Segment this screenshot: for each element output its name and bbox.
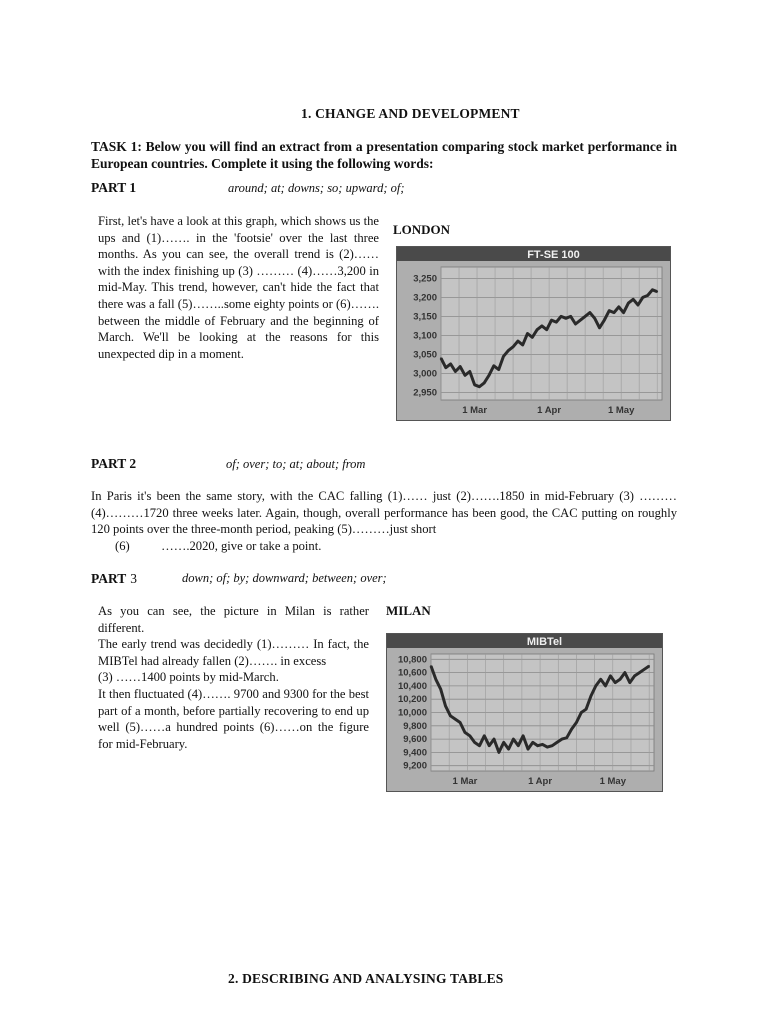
milan-label: MILAN: [386, 603, 431, 618]
data-point: [531, 336, 533, 338]
chart-title: FT-SE 100: [527, 249, 580, 261]
data-point: [430, 665, 432, 667]
data-point: [647, 295, 649, 297]
section-heading: 2. DESCRIBING AND ANALYSING TABLES: [228, 971, 504, 986]
data-point: [605, 685, 607, 687]
data-point: [450, 363, 452, 365]
data-point: [459, 722, 461, 724]
data-point: [570, 316, 572, 318]
data-point: [600, 678, 602, 680]
data-point: [565, 317, 567, 319]
x-tick-label: 1 May: [599, 776, 626, 787]
y-tick-label: 3,000: [413, 368, 437, 380]
data-point: [532, 742, 534, 744]
part2-paragraph-end: (6) …….2020, give or take a point.: [115, 539, 322, 553]
part3-line: (3) ……1400 points by mid-March.: [98, 670, 279, 685]
data-point: [656, 291, 658, 293]
data-point: [479, 386, 481, 388]
part3-line: As you can see, the picture in Milan is rather different.: [98, 604, 369, 635]
data-point: [584, 316, 586, 318]
data-point: [609, 675, 611, 677]
data-point: [454, 718, 456, 720]
data-point: [571, 728, 573, 730]
data-point: [603, 319, 605, 321]
part2-paragraph: In Paris it's been the same story, with the CAC falling (1)…… just (2)…….1850 in mid-February (3) ……… (4)………1720 three weeks later. Again, though, overall performance has been good, the CAC putting on roughly 120 points over the three-month period, peaking (5)………just short: [91, 489, 677, 537]
data-point: [503, 355, 505, 357]
part3-paragraph: [98, 603, 369, 752]
data-point: [651, 289, 653, 291]
data-point: [488, 374, 490, 376]
y-tick-label: 10,800: [397, 654, 427, 666]
y-tick-label: 10,200: [397, 694, 427, 706]
y-tick-label: 10,000: [397, 707, 427, 719]
data-point: [474, 384, 476, 386]
data-point: [483, 382, 485, 384]
data-point: [561, 738, 563, 740]
data-point: [634, 675, 636, 677]
data-point: [488, 745, 490, 747]
task-instructions: TASK 1: Below you will find an extract from a presentation comparing stock market performance in European countries. Complete it using the following words:: [91, 139, 677, 171]
data-point: [595, 685, 597, 687]
x-tick-label: 1 Mar: [452, 776, 478, 787]
part2-word-list: of; over; to; at; about; from: [226, 457, 366, 471]
data-point: [449, 715, 451, 717]
data-point: [575, 323, 577, 325]
data-point: [435, 678, 437, 680]
x-tick-label: 1 Apr: [528, 776, 553, 787]
data-point: [507, 350, 509, 352]
data-point: [522, 344, 524, 346]
data-point: [614, 682, 616, 684]
data-point: [585, 708, 587, 710]
data-point: [522, 735, 524, 737]
data-point: [483, 735, 485, 737]
data-point: [629, 682, 631, 684]
data-point: [537, 745, 539, 747]
y-tick-label: 9,400: [403, 747, 427, 759]
data-point: [527, 748, 529, 750]
data-point: [508, 748, 510, 750]
y-tick-label: 3,250: [413, 273, 437, 285]
y-tick-label: 9,600: [403, 734, 427, 746]
data-point: [648, 665, 650, 667]
data-point: [440, 688, 442, 690]
part3-number: 3: [130, 571, 138, 586]
y-tick-label: 3,100: [413, 330, 437, 342]
part3-line: The early trend was decidedly (1)……… In fact, the MIBTel had already fallen (2)……. in excess: [98, 637, 369, 668]
data-point: [498, 751, 500, 753]
data-point: [643, 668, 645, 670]
data-point: [623, 312, 625, 314]
data-point: [445, 367, 447, 369]
y-tick-label: 2,950: [413, 387, 437, 399]
y-tick-label: 3,150: [413, 311, 437, 323]
data-point: [541, 325, 543, 327]
data-point: [479, 745, 481, 747]
data-point: [536, 329, 538, 331]
data-point: [474, 742, 476, 744]
part1-paragraph: First, let's have a look at this graph, which shows us the ups and (1)……. in the 'footsie' over the last three months. As you can see, the overall trend is (2)……with the index finishing up (3) ……… (4)……3,200 in mid-May. This trend, however, can't hide the fact that there was a fall (5)……..some eighty points or (6)……. between the middle of February and the beginning of March. We'll be looking at the reasons for this unexpected dip in a moment.: [98, 214, 379, 361]
data-point: [527, 333, 529, 335]
section-heading: 1. CHANGE AND DEVELOPMENT: [301, 106, 520, 121]
data-point: [493, 738, 495, 740]
chart-title: MIBTel: [526, 636, 563, 648]
data-point: [464, 732, 466, 734]
data-point: [560, 316, 562, 318]
data-point: [608, 310, 610, 312]
y-tick-label: 9,200: [403, 760, 427, 772]
data-point: [542, 744, 544, 746]
data-point: [546, 329, 548, 331]
part1-label: PART 1: [91, 180, 137, 195]
data-point: [469, 735, 471, 737]
data-point: [642, 297, 644, 299]
data-point: [579, 319, 581, 321]
data-point: [627, 302, 629, 304]
part2-label: PART 2: [91, 456, 137, 471]
data-point: [618, 306, 620, 308]
data-point: [639, 672, 641, 674]
data-point: [551, 319, 553, 321]
data-point: [619, 678, 621, 680]
mibtel-chart: [386, 633, 663, 792]
data-point: [599, 327, 601, 329]
part3-label: PART: [91, 571, 127, 586]
part3-line: It then fluctuated (4)……. 9700 and 9300 for the best part of a month, before partially recovering to end up well (5)……a hundred points (6)……on the figure for mid-February.: [98, 686, 369, 751]
chart-title-bar: [387, 634, 662, 648]
data-point: [498, 369, 500, 371]
data-point: [459, 366, 461, 368]
y-tick-label: 9,800: [403, 720, 427, 732]
data-point: [512, 346, 514, 348]
y-tick-label: 3,200: [413, 292, 437, 304]
data-point: [589, 312, 591, 314]
part1-word-list: around; at; downs; so; upward; of;: [228, 181, 405, 195]
data-point: [551, 745, 553, 747]
data-point: [445, 705, 447, 707]
data-point: [580, 712, 582, 714]
data-point: [556, 742, 558, 744]
data-point: [517, 340, 519, 342]
data-point: [440, 357, 442, 359]
y-tick-label: 10,400: [397, 680, 427, 692]
data-point: [546, 746, 548, 748]
data-point: [566, 737, 568, 739]
data-point: [455, 371, 457, 373]
data-point: [624, 672, 626, 674]
data-point: [594, 317, 596, 319]
data-point: [503, 742, 505, 744]
x-tick-label: 1 Apr: [537, 405, 562, 416]
y-tick-label: 10,600: [397, 667, 427, 679]
x-tick-label: 1 May: [607, 405, 635, 416]
x-tick-label: 1 Mar: [462, 405, 488, 416]
data-point: [469, 371, 471, 373]
data-point: [493, 365, 495, 367]
london-label: LONDON: [393, 222, 451, 237]
data-point: [632, 298, 634, 300]
ftse-100-chart: [396, 246, 671, 421]
data-point: [613, 312, 615, 314]
data-point: [513, 738, 515, 740]
data-point: [576, 722, 578, 724]
data-point: [637, 304, 639, 306]
data-point: [590, 695, 592, 697]
part3-word-list: down; of; by; downward; between; over;: [182, 571, 387, 585]
data-point: [517, 745, 519, 747]
y-tick-label: 3,050: [413, 349, 437, 361]
data-point: [464, 374, 466, 376]
data-point: [555, 321, 557, 323]
